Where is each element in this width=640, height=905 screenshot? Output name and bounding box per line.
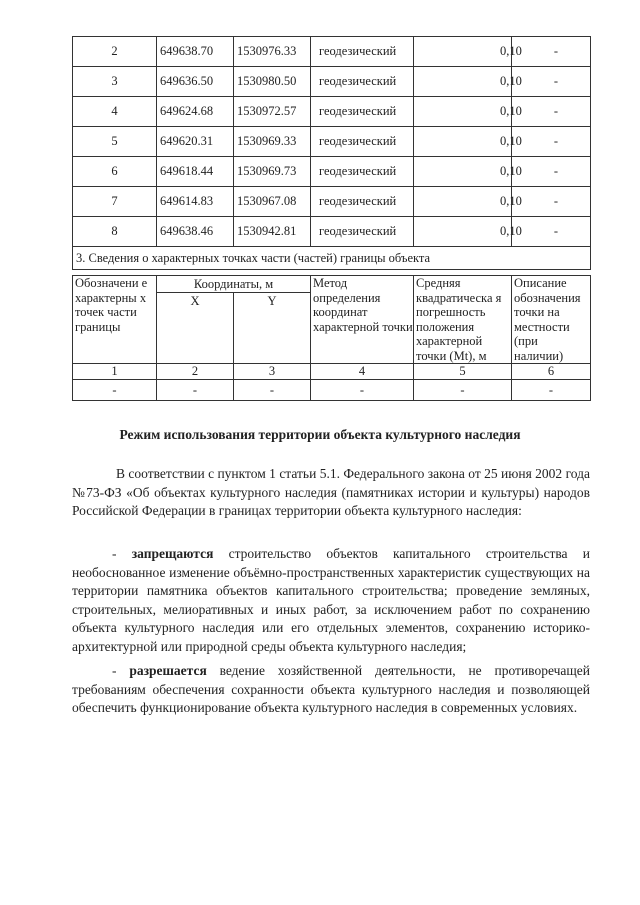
y-axis-header: Y — [234, 293, 311, 364]
regime-title: Режим использования территории объекта культурного наследия — [119, 427, 521, 442]
allowed-paragraph — [72, 662, 590, 718]
empty-cell: - — [234, 380, 311, 401]
column-number: 5 — [414, 364, 512, 380]
method: геодезический — [311, 187, 414, 217]
method: геодезический — [311, 127, 414, 157]
header-row — [73, 276, 591, 293]
allowed-prefix: - — [112, 663, 130, 678]
coord-x: 649638.46 — [157, 217, 234, 247]
column-number: 6 — [512, 364, 591, 380]
table-row — [73, 127, 591, 157]
point-number: 6 — [73, 157, 157, 187]
coord-y: 1530969.33 — [234, 127, 311, 157]
point-number: 8 — [73, 217, 157, 247]
description: - — [512, 67, 591, 97]
allowed-label: разрешается — [129, 663, 207, 678]
method-header: Метод определения координат характерной точки — [311, 276, 414, 364]
x-axis-header: X — [157, 293, 234, 364]
empty-cell: - — [157, 380, 234, 401]
coord-x: 649636.50 — [157, 67, 234, 97]
section-row — [73, 247, 591, 270]
coord-x: 649624.68 — [157, 97, 234, 127]
prohibited-prefix: - — [112, 546, 132, 561]
prohibited-label: запрещаются — [131, 546, 214, 561]
accuracy: 0,10 — [414, 127, 512, 157]
parts-points-table — [72, 275, 591, 401]
description: - — [512, 187, 591, 217]
table-row — [73, 67, 591, 97]
coord-y: 1530942.81 — [234, 217, 311, 247]
coord-x: 649620.31 — [157, 127, 234, 157]
accuracy: 0,10 — [414, 157, 512, 187]
description-header: Описание обозначения точки на местности (при наличии) — [512, 276, 591, 364]
description: - — [512, 127, 591, 157]
coord-x: 649638.70 — [157, 37, 234, 67]
column-number: 2 — [157, 364, 234, 380]
table-row — [73, 157, 591, 187]
point-designation-header: Обозначени е характерны х точек части границы — [73, 276, 157, 364]
table-row — [73, 217, 591, 247]
coord-y: 1530980.50 — [234, 67, 311, 97]
coordinates-table-body — [73, 37, 591, 270]
point-number: 3 — [73, 67, 157, 97]
method: геодезический — [311, 67, 414, 97]
column-number: 1 — [73, 364, 157, 380]
coordinates-table — [72, 36, 591, 270]
point-number: 5 — [73, 127, 157, 157]
description: - — [512, 217, 591, 247]
coord-x: 649618.44 — [157, 157, 234, 187]
column-number: 4 — [311, 364, 414, 380]
point-number: 4 — [73, 97, 157, 127]
allowed-text: ведение хозяйственной деятельности, не противоречащей требованиям обеспечения сохранности объекта культурного наследия и позволяющей обеспечить функционирование объекта культурного наследия в современных условиях. — [72, 663, 590, 715]
coord-y: 1530969.73 — [234, 157, 311, 187]
accuracy: 0,10 — [414, 67, 512, 97]
prohibited-paragraph — [72, 545, 590, 656]
accuracy-header: Средняя квадратическа я погрешность положения характерной точки (Mt), м — [414, 276, 512, 364]
empty-cell: - — [73, 380, 157, 401]
method: геодезический — [311, 217, 414, 247]
column-numbers-row — [73, 364, 591, 380]
description: - — [512, 157, 591, 187]
point-number: 2 — [73, 37, 157, 67]
empty-cell: - — [311, 380, 414, 401]
accuracy: 0,10 — [414, 187, 512, 217]
method: геодезический — [311, 37, 414, 67]
column-number: 3 — [234, 364, 311, 380]
intro-paragraph: В соответствии с пунктом 1 статьи 5.1. Федерального закона от 25 июня 2002 года №73-ФЗ «Об объектах культурного наследия (памятниках истории и культуры) народов Российской Федерации в границах территории объекта культурного наследия: — [72, 466, 590, 518]
coordinates-header: Координаты, м — [157, 276, 311, 293]
empty-cell: - — [512, 380, 591, 401]
table-row — [73, 37, 591, 67]
accuracy: 0,10 — [414, 37, 512, 67]
coord-y: 1530972.57 — [234, 97, 311, 127]
description: - — [512, 97, 591, 127]
coord-y: 1530976.33 — [234, 37, 311, 67]
coord-y: 1530967.08 — [234, 187, 311, 217]
accuracy: 0,10 — [414, 217, 512, 247]
method: геодезический — [311, 97, 414, 127]
section-3-title: 3. Сведения о характерных точках части (частей) границы объекта — [73, 247, 591, 270]
method: геодезический — [311, 157, 414, 187]
empty-data-row — [73, 380, 591, 401]
prohibited-text: строительство объектов капитального строительства и необоснованное изменение объёмно-пространственных характеристик существующих на территории памятника объектов капитального строительства; проведение земляных, строительных, мелиоративных и иных работ, за исключением работ по сохранению объекта культурного наследия или его отдельных элементов, сохранению историко-архитектурной или природной среды объекта культурного наследия; — [72, 546, 590, 654]
table-row — [73, 97, 591, 127]
point-number: 7 — [73, 187, 157, 217]
table-row — [73, 187, 591, 217]
description: - — [512, 37, 591, 67]
coord-x: 649614.83 — [157, 187, 234, 217]
empty-cell: - — [414, 380, 512, 401]
accuracy: 0,10 — [414, 97, 512, 127]
